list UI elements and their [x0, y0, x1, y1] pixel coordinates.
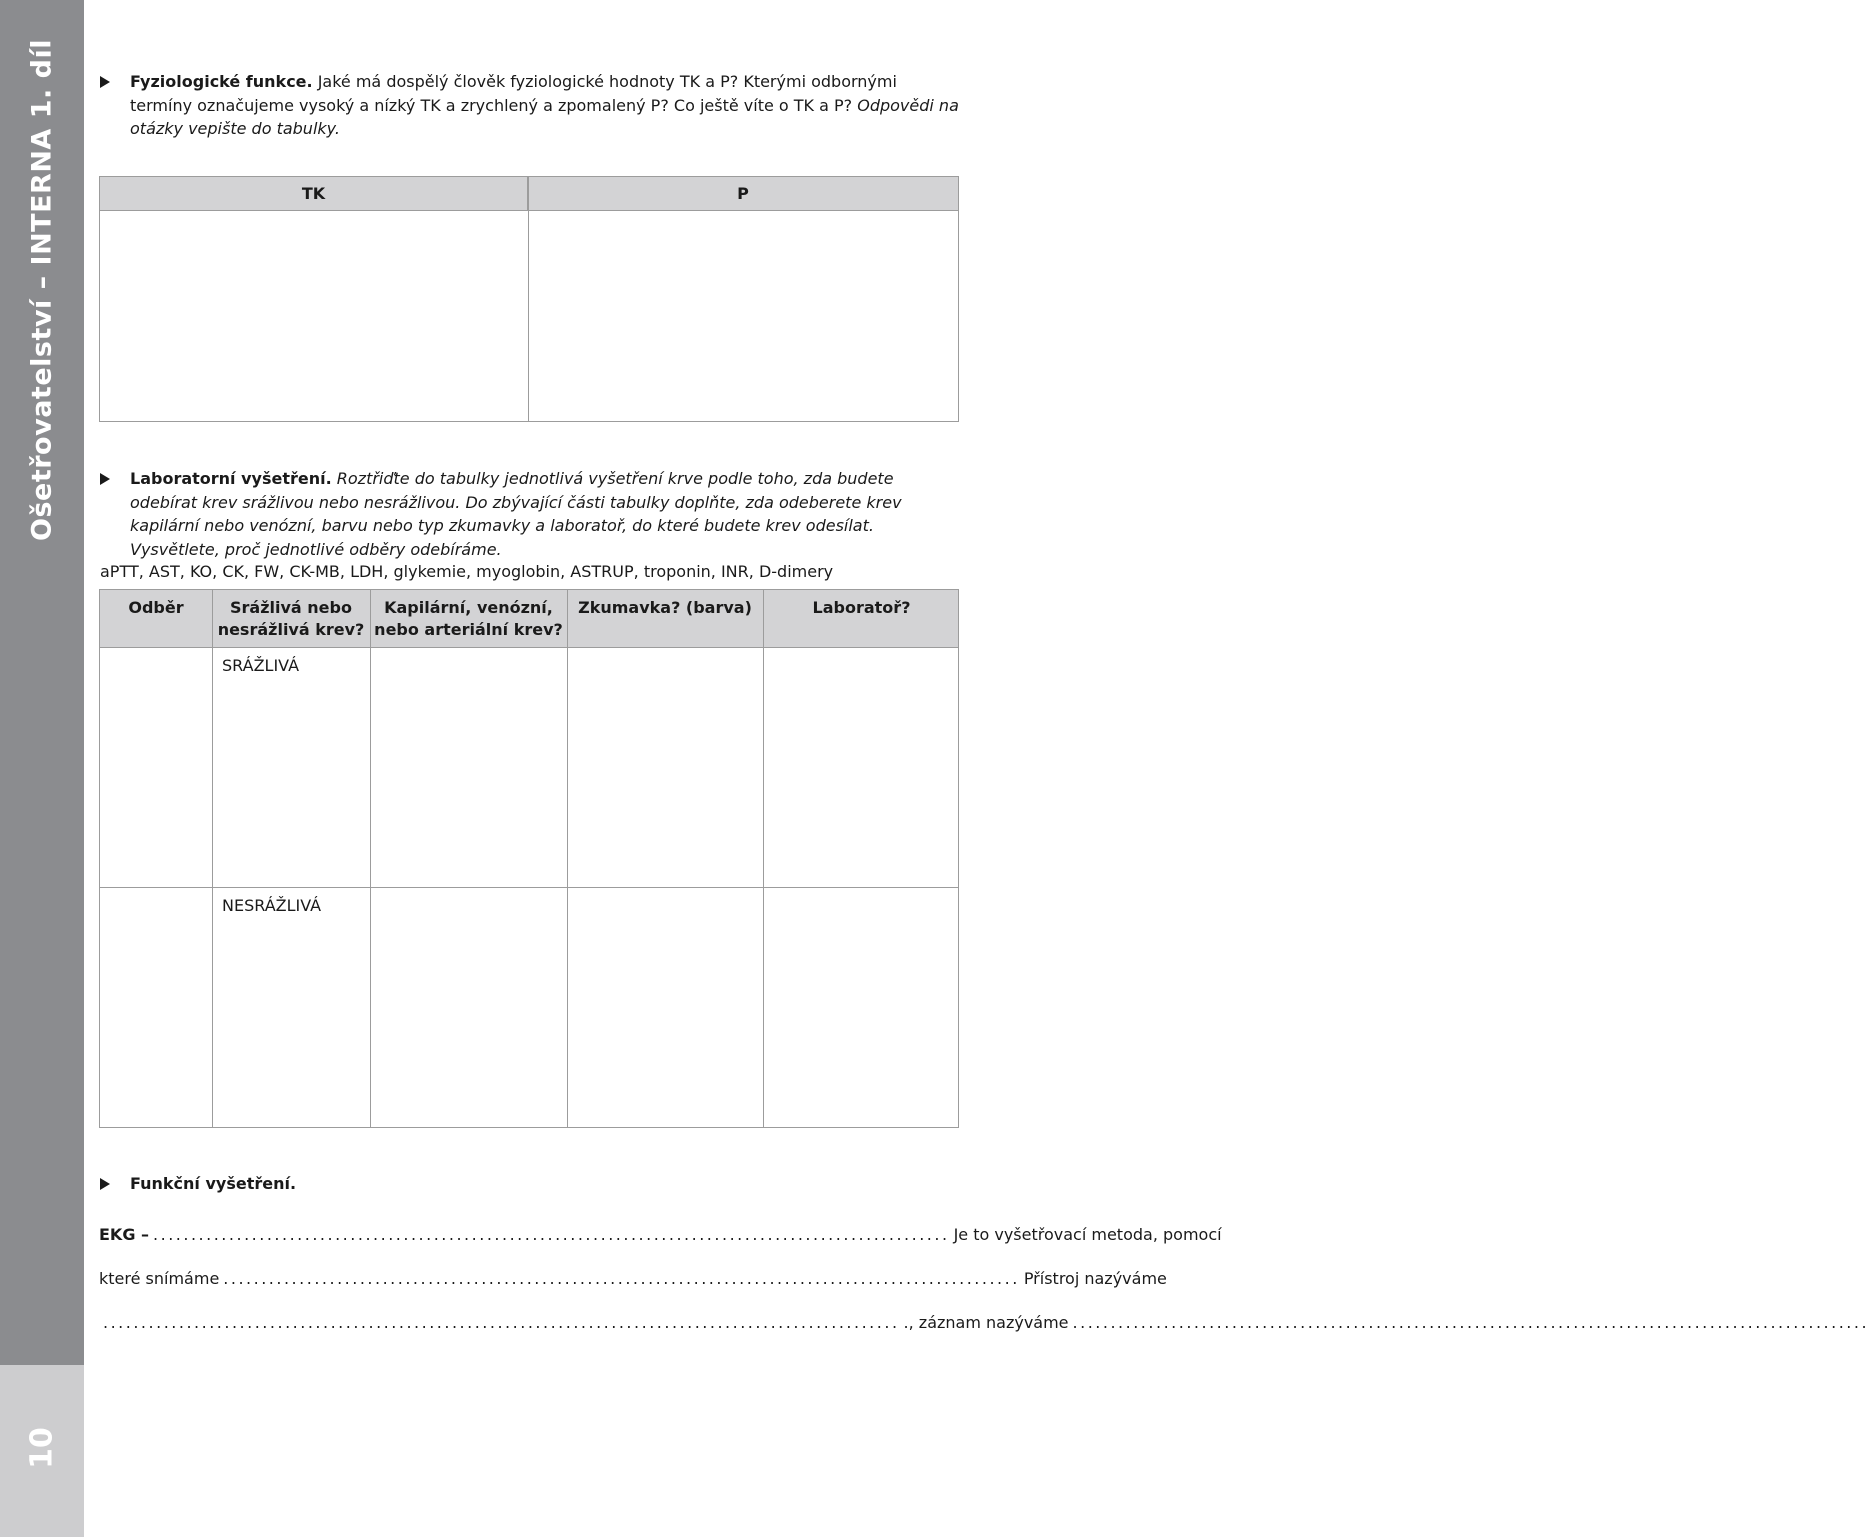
task-laboratorni-vysetreni	[100, 467, 962, 561]
ekg-line-1	[99, 1225, 1222, 1244]
answer-blank[interactable]: .........................................................................................................	[153, 1225, 950, 1244]
header-kapilarni: Kapilární, venózní, nebo arteriální krev?	[374, 598, 563, 639]
header-zkumavka: Zkumavka? (barva)	[578, 598, 752, 617]
chapter-title: Ošetřovatelství – INTERNA 1. díl	[26, 39, 58, 541]
task-text	[130, 70, 962, 141]
ekg-text: Přístroj nazýváme	[1023, 1269, 1167, 1288]
test-list: aPTT, AST, KO, CK, FW, CK-MB, LDH, glykemie, myoglobin, ASTRUP, troponin, INR, D-dimery	[100, 562, 834, 581]
page-number: 10	[24, 1427, 60, 1469]
answer-blank[interactable]: .........................................................................................................	[223, 1269, 1020, 1288]
column-divider	[212, 590, 213, 1127]
row-divider	[100, 887, 958, 888]
task-text	[130, 1172, 962, 1196]
blood-tests-table	[99, 589, 959, 1128]
bullet-arrow-icon	[100, 1178, 110, 1190]
task-heading: Funkční vyšetření.	[130, 1174, 297, 1193]
answer-blank[interactable]: .........................................................................................................	[1072, 1313, 1870, 1332]
header-srazliva: Srážlivá nebo nesrážlivá krev?	[217, 598, 365, 639]
task-heading: Fyziologické funkce.	[130, 72, 313, 91]
task-question: Jaké má dospělý člověk fyziologické hodnoty TK a P? Kterými odbornými termíny označujeme vysoký a nízký TK a zrychlený a zpomalený P? Co ještě víte o TK a P?	[130, 72, 897, 115]
bullet-arrow-icon	[100, 76, 110, 88]
bullet-arrow-icon	[100, 473, 110, 485]
task-instruction: Roztřiďte do tabulky jednotlivá vyšetření krve podle toho, zda budete odebírat krev srážlivou nebo nesrážlivou. Do zbývající části tabulky doplňte, zda odeberete krev kapilární nebo venózní, barvu nebo typ zkumavky a laboratoř, do které budete krev odesílat. Vysvětlete, proč jednotlivé odběry odebíráme.	[130, 469, 902, 559]
task-instruction: Odpovědi na otázky vepište do tabulky.	[130, 95, 959, 138]
header-odber: Odběr	[128, 598, 184, 617]
ekg-text: Je to vyšetřovací metoda, pomocí	[953, 1225, 1222, 1244]
row-label-srazliva: SRÁŽLIVÁ	[222, 656, 300, 675]
task-fyziologicke-funkce	[100, 70, 962, 141]
ekg-label: EKG –	[99, 1225, 150, 1244]
vital-signs-table	[99, 176, 959, 422]
column-divider	[370, 590, 371, 1127]
ekg-line-3	[99, 1313, 1870, 1332]
column-divider	[763, 590, 764, 1127]
ekg-text: které snímáme	[99, 1269, 220, 1288]
ekg-text: ., záznam nazýváme	[903, 1313, 1069, 1332]
row-label-nesrazliva: NESRÁŽLIVÁ	[222, 896, 322, 915]
header-p: P	[528, 177, 958, 211]
header-laborator: Laboratoř?	[812, 598, 911, 617]
task-text	[130, 467, 962, 561]
answer-blank[interactable]: .........................................................................................................	[103, 1313, 900, 1332]
header-tk: TK	[100, 177, 528, 211]
column-divider	[567, 590, 568, 1127]
ekg-line-2	[99, 1269, 1167, 1288]
task-heading: Laboratorní vyšetření.	[130, 469, 332, 488]
task-funkcni-vysetreni	[100, 1172, 962, 1196]
column-divider	[528, 177, 529, 421]
